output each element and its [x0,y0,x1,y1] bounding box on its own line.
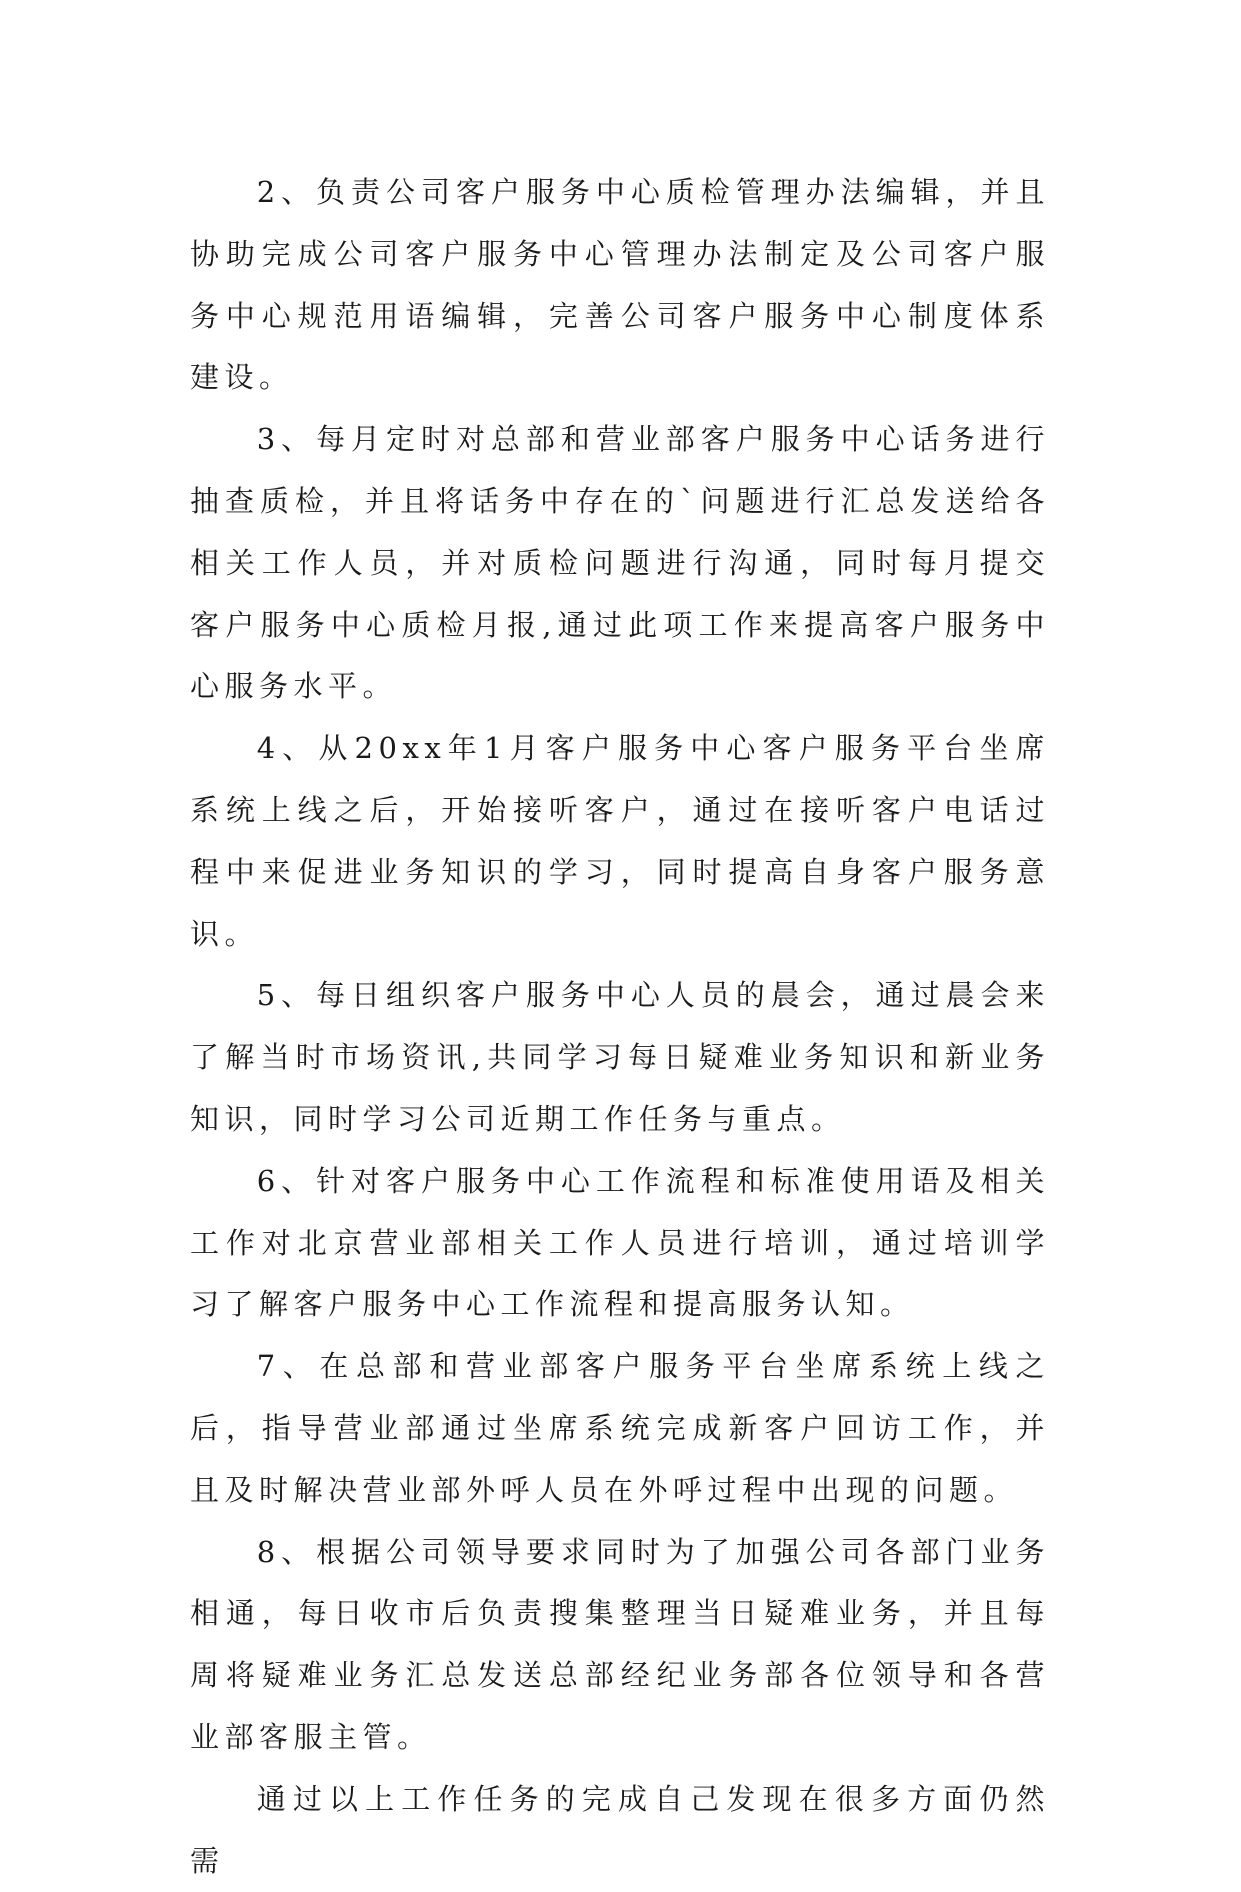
paragraph-item-8: 8、根据公司领导要求同时为了加强公司各部门业务相通，每日收市后负责搜集整理当日疑难业务，并且每周将疑难业务汇总发送总部经纪业务部各位领导和各营业部客服主管。 [190,1534,1050,1754]
paragraph-item-7: 7、在总部和营业部客户服务平台坐席系统上线之后，指导营业部通过坐席系统完成新客户回访工作，并且及时解决营业部外呼人员在外呼过程中出现的问题。 [190,1349,1050,1507]
paragraph-item-3: 3、每月定时对总部和营业部客户服务中心话务进行抽查质检，并且将话务中存在的`问题进行汇总发送给各相关工作人员，并对质检问题进行沟通，同时每月提交客户服务中心质检月报,通过此项工作来提高客户服务中心服务水平。 [190,422,1050,704]
paragraph-item-2: 2、负责公司客户服务中心质检管理办法编辑，并且协助完成公司客户服务中心管理办法制定及公司客户服务中心规范用语编辑，完善公司客户服务中心制度体系建设。 [190,175,1050,395]
paragraph-summary: 通过以上工作任务的完成自己发现在很多方面仍然需 [190,1781,1050,1878]
document-body [190,162,1050,1892]
paragraph-item-4: 4、从20xx年1月客户服务中心客户服务平台坐席系统上线之后，开始接听客户，通过在接听客户电话过程中来促进业务知识的学习，同时提高自身客户服务意识。 [190,731,1050,951]
paragraph-item-5: 5、每日组织客户服务中心人员的晨会，通过晨会来了解当时市场资讯,共同学习每日疑难业务知识和新业务知识，同时学习公司近期工作任务与重点。 [190,978,1050,1136]
paragraph-item-6: 6、针对客户服务中心工作流程和标准使用语及相关工作对北京营业部相关工作人员进行培训，通过培训学习了解客户服务中心工作流程和提高服务认知。 [190,1163,1050,1322]
